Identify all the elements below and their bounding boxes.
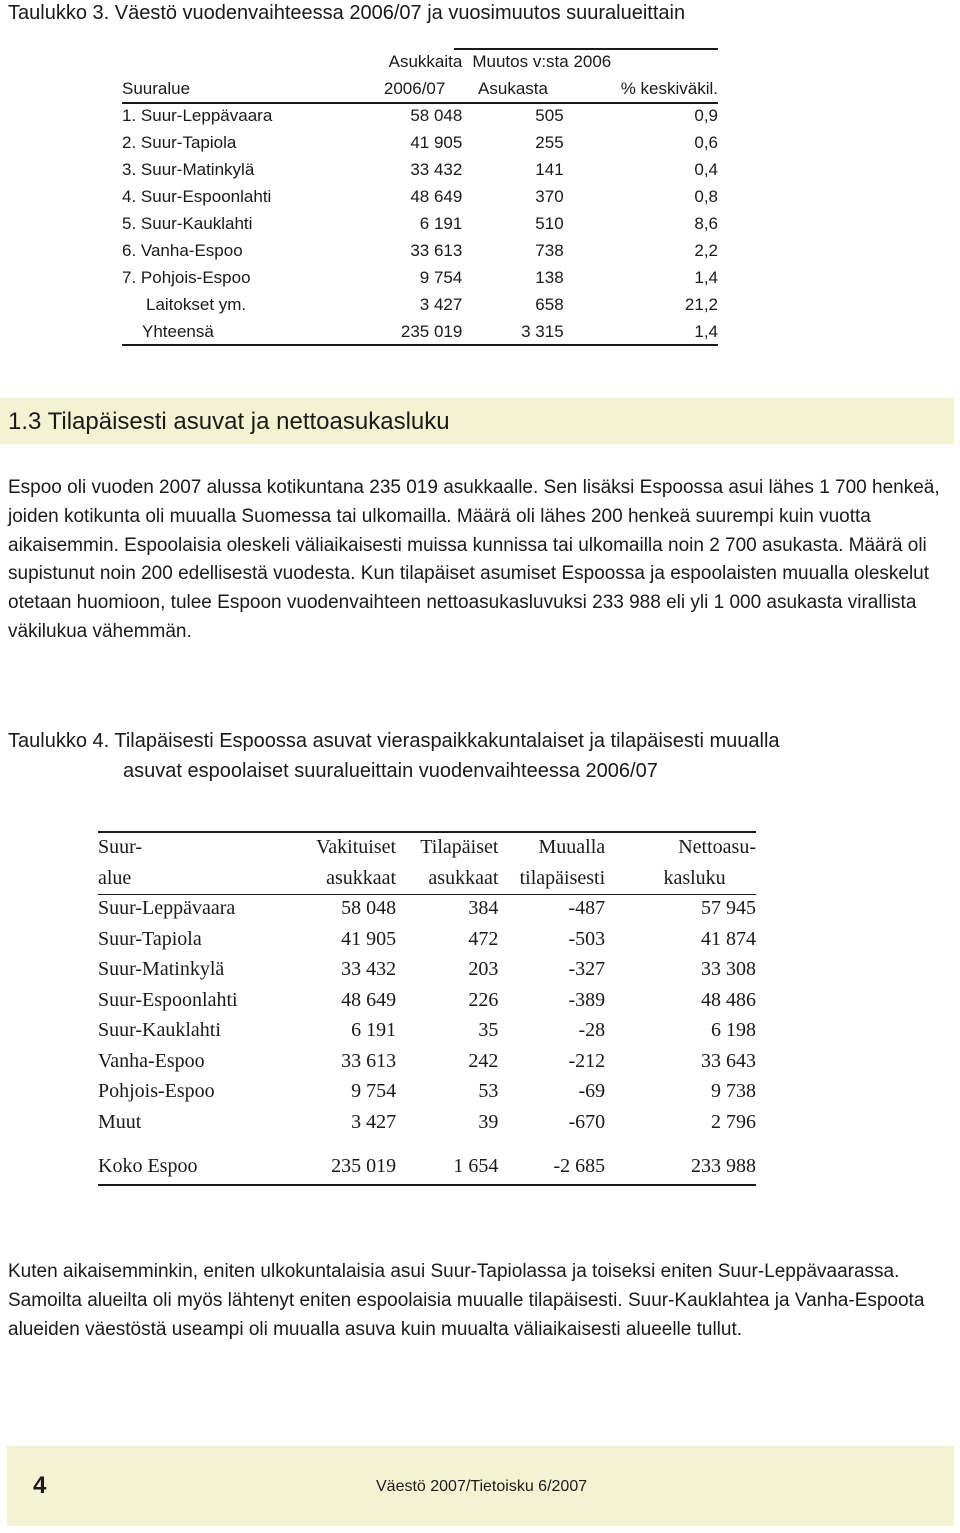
table3-cell-percent: 0,8 — [694, 187, 718, 206]
table3-header-population-bottom: 2006/07 — [383, 79, 446, 98]
table4-cell-area: Suur-Leppävaara — [98, 897, 236, 920]
table3-header-change-group: Muutos v:sta 2006 — [472, 52, 612, 71]
table4-header-temporary-top: Tilapäiset — [420, 836, 499, 859]
table3-header-population-top: Asukkaita — [388, 52, 463, 71]
table3-cell-percent: 21,2 — [684, 295, 718, 314]
table3-total-change: 3 315 — [521, 322, 564, 341]
table4-cell-permanent: 3 427 — [351, 1110, 397, 1133]
table3-header-row-2 — [122, 75, 718, 102]
table4-cell-permanent: 48 649 — [341, 988, 397, 1011]
table4-cell-area: Pohjois-Espoo — [98, 1080, 215, 1103]
table4-cell-net: 9 738 — [711, 1080, 756, 1103]
table4-cell-permanent: 33 432 — [341, 958, 397, 981]
table4-header-away-bottom: tilapäisesti — [519, 866, 606, 889]
table4-header-row-2 — [98, 863, 756, 894]
table3-cell-area: 4. Suur-Espoonlahti — [122, 187, 272, 206]
table4-header-area-top: Suur- — [98, 836, 143, 859]
table4-row — [98, 1076, 756, 1107]
table3-header-row-1 — [122, 48, 718, 75]
table3-cell-percent: 0,6 — [694, 133, 718, 152]
table3-row — [122, 237, 718, 264]
table3-row — [122, 102, 718, 129]
table3-header-change-percent: % keskiväkil. — [620, 79, 718, 98]
table4-cell-away: -670 — [568, 1110, 606, 1133]
table4-row — [98, 954, 756, 985]
table4-row — [98, 1107, 756, 1138]
table3 — [122, 48, 718, 345]
table3-cell-area: 2. Suur-Tapiola — [122, 133, 237, 152]
table4 — [98, 832, 756, 1182]
table4-cell-permanent: 58 048 — [341, 897, 397, 920]
table3-cell-percent: 2,2 — [694, 241, 718, 260]
table4-total-net: 233 988 — [691, 1155, 756, 1178]
table4-header-temporary-bottom: asukkaat — [428, 866, 499, 889]
paragraph-2: Kuten aikaisemminkin, eniten ulkokuntalaisia asui Suur-Tapiolassa ja toiseksi eniten Suur-Leppävaarassa. Samoilta alueilta oli myös lähtenyt eniten espoolaisia muualle tilapäisesti. Suur-Kauklahtea ja Vanha-Espoota alueiden väestöstä useampi oli muualla asuva kuin muualta väliaikaisesti alueelle tullut. — [8, 1261, 925, 1340]
table4-cell-area: Muut — [98, 1110, 142, 1133]
table4-caption — [8, 726, 948, 786]
table4-bottom-rule — [98, 1184, 756, 1186]
table4-cell-net: 2 796 — [711, 1110, 756, 1133]
table3-header-change-count: Asukasta — [478, 79, 548, 98]
table3-header-area: Suuralue — [122, 79, 191, 98]
table3-row — [122, 210, 718, 237]
table4-row — [98, 893, 756, 924]
table4-row — [98, 1015, 756, 1046]
section-paragraph-1: Espoo oli vuoden 2007 alussa kotikuntana 235 019 asukkaalle. Sen lisäksi Espoossa asui lähes 1 700 henkeä, joiden kotikunta oli muualla Suomessa tai ulkomailla. Määrä oli lähes 200 henkeä suurempi kuin vuotta aikaisemmin. Espoolaisia oleskeli väliaikaisesti muissa kunnissa tai ulkomailla noin 2 700 asukasta. Määrä oli supistunut noin 200 edellisestä vuodesta. Kun tilapäiset asumiset Espoossa ja espoolaisten muualla oleskelut otetaan huomioon, tulee Espoon vuodenvaihteen nettoasukasluvuksi 233 988 eli yli 1 000 asukasta virallista väkilukua vähemmän. — [8, 477, 940, 642]
table3-cell-population: 3 427 — [419, 295, 463, 314]
table3-row — [122, 291, 718, 318]
table3-cell-change: 255 — [535, 133, 564, 152]
table4-total-row — [98, 1151, 756, 1182]
table4-cell-area: Suur-Espoonlahti — [98, 988, 238, 1011]
page-number: 4 — [33, 1472, 47, 1499]
table4-cell-net: 41 874 — [701, 927, 756, 950]
table4-total-away: -2 685 — [553, 1155, 606, 1178]
table4-header-away-top: Muualla — [538, 836, 606, 859]
table4-header-row-1 — [98, 832, 756, 863]
table4-cell-away: -212 — [568, 1049, 606, 1072]
table3-cell-population: 48 649 — [410, 187, 463, 206]
table4-cell-temporary: 242 — [468, 1049, 499, 1072]
table3-cell-area: Laitokset ym. — [146, 295, 247, 314]
table4-spacer-row — [98, 1137, 756, 1151]
table3-row — [122, 183, 718, 210]
table4-header-net-top: Nettoasu- — [678, 836, 756, 859]
table4-cell-away: -327 — [568, 958, 606, 981]
table3-cell-population: 33 613 — [410, 241, 463, 260]
table4-caption-line-2: asuvat espoolaiset suuralueittain vuodenvaihteessa 2006/07 — [123, 760, 658, 782]
table4-cell-temporary: 39 — [478, 1110, 499, 1133]
table4-cell-area: Suur-Tapiola — [98, 927, 202, 950]
table4-row — [98, 924, 756, 955]
table4-cell-away: -487 — [568, 897, 606, 920]
table4-header-area-bottom: alue — [98, 866, 132, 889]
table3-row — [122, 129, 718, 156]
table3-cell-area: 1. Suur-Leppävaara — [122, 106, 273, 125]
table4-header-permanent-top: Vakituiset — [316, 836, 397, 859]
table3-total-population: 235 019 — [400, 322, 463, 341]
table3-cell-area: 3. Suur-Matinkylä — [122, 160, 255, 179]
table4-cell-temporary: 226 — [468, 988, 499, 1011]
table3-cell-change: 138 — [535, 268, 564, 287]
table3-cell-change: 505 — [535, 106, 564, 125]
table4-cell-net: 6 198 — [711, 1019, 756, 1042]
table3-title: Taulukko 3. Väestö vuodenvaihteessa 2006/07 ja vuosimuutos suuralueittain — [8, 2, 686, 24]
table4-cell-away: -503 — [568, 927, 606, 950]
table4-cell-away: -28 — [578, 1019, 606, 1042]
table3-cell-population: 58 048 — [410, 106, 463, 125]
table3-total-area: Yhteensä — [142, 322, 214, 341]
table3-cell-population: 33 432 — [410, 160, 463, 179]
table4-cell-net: 57 945 — [701, 897, 756, 920]
table4-caption-line-1: Taulukko 4. Tilapäisesti Espoossa asuvat vieraspaikkakuntalaiset ja tilapäisesti muualla — [8, 730, 780, 752]
table4-cell-area: Vanha-Espoo — [98, 1049, 205, 1072]
table4-cell-temporary: 53 — [478, 1080, 499, 1103]
table4-cell-temporary: 472 — [468, 927, 499, 950]
table4-row — [98, 985, 756, 1016]
table3-cell-change: 370 — [535, 187, 564, 206]
table4-cell-permanent: 6 191 — [351, 1019, 397, 1042]
table3-cell-percent: 0,9 — [694, 106, 718, 125]
table4-cell-net: 33 308 — [701, 958, 756, 981]
table4-cell-net: 33 643 — [701, 1049, 756, 1072]
table3-cell-population: 9 754 — [419, 268, 463, 287]
section-heading: 1.3 Tilapäisesti asuvat ja nettoasukasluku — [8, 408, 450, 435]
table3-cell-change: 738 — [535, 241, 564, 260]
table4-cell-area: Suur-Kauklahti — [98, 1019, 221, 1042]
table3-cell-population: 41 905 — [410, 133, 463, 152]
table4-cell-temporary: 384 — [468, 897, 499, 920]
table4-cell-area: Suur-Matinkylä — [98, 958, 225, 981]
table4-cell-away: -69 — [578, 1080, 606, 1103]
table4-total-temporary: 1 654 — [453, 1155, 499, 1178]
table4-total-area: Koko Espoo — [98, 1155, 198, 1178]
table3-cell-change: 141 — [535, 160, 564, 179]
table3-cell-area: 7. Pohjois-Espoo — [122, 268, 251, 287]
table3-total-percent: 1,4 — [694, 322, 718, 341]
table4-header-net-bottom: kasluku — [663, 866, 726, 889]
table4-cell-permanent: 41 905 — [341, 927, 397, 950]
table4-cell-temporary: 35 — [478, 1019, 499, 1042]
table3-row — [122, 156, 718, 183]
table3-cell-area: 5. Suur-Kauklahti — [122, 214, 253, 233]
table3-cell-population: 6 191 — [419, 214, 463, 233]
table3-cell-area: 6. Vanha-Espoo — [122, 241, 243, 260]
table4-cell-permanent: 33 613 — [341, 1049, 397, 1072]
table4-cell-away: -389 — [568, 988, 606, 1011]
table4-cell-permanent: 9 754 — [351, 1080, 397, 1103]
table4-total-permanent: 235 019 — [331, 1155, 397, 1178]
table3-row — [122, 264, 718, 291]
footer-publication: Väestö 2007/Tietoisku 6/2007 — [376, 1478, 588, 1495]
table4-header-permanent-bottom: asukkaat — [326, 866, 397, 889]
table3-cell-change: 510 — [535, 214, 564, 233]
table3-total-row — [122, 318, 718, 345]
table3-cell-change: 658 — [535, 295, 564, 314]
table4-cell-net: 48 486 — [701, 988, 756, 1011]
table3-cell-percent: 0,4 — [694, 160, 718, 179]
table3-cell-percent: 8,6 — [694, 214, 718, 233]
table3-cell-percent: 1,4 — [694, 268, 718, 287]
table4-cell-temporary: 203 — [468, 958, 499, 981]
table4-row — [98, 1046, 756, 1077]
